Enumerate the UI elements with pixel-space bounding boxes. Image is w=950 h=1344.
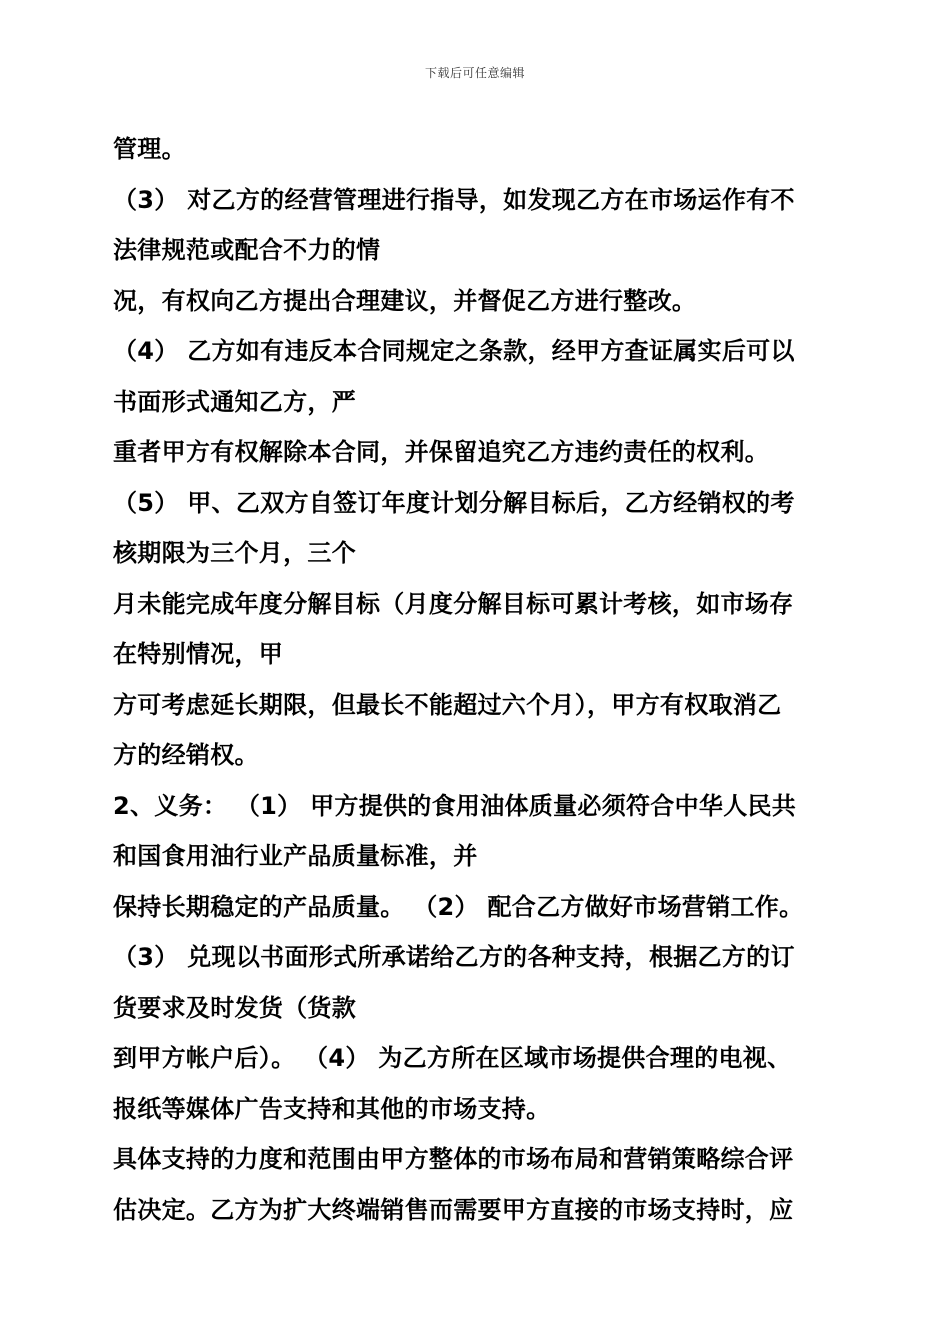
text-line: 况，有权向乙方提出合理建议，并督促乙方进行整改。 (113, 286, 697, 315)
text-line: 在特别情况，甲 (113, 640, 284, 668)
text-line: 法律规范或配合不力的情 (113, 236, 381, 264)
text-line: 到甲方帐户后）。 （4） 为乙方所在区域市场提供合理的电视、 (113, 1044, 792, 1072)
text-line: （3） 对乙方的经营管理进行指导，如发现乙方在市场运作有不 (113, 185, 795, 214)
text-line: 管理。 (113, 135, 186, 163)
document-body (113, 132, 843, 1243)
text-line: 货要求及时发货（货款 (113, 993, 356, 1022)
text-line: 月未能完成年度分解目标（月度分解目标可累计考核，如市场存 (113, 589, 794, 618)
text-line: 方的经销权。 (113, 741, 259, 769)
text-line: 书面形式通知乙方，严 (113, 387, 356, 416)
text-line: （4） 乙方如有违反本合同规定之条款，经甲方查证属实后可以 (113, 337, 795, 365)
text-line: 方可考虑延长期限，但最长不能超过六个月），甲方有权取消乙 (113, 690, 782, 719)
page-header-watermark: 下载后可任意编辑 (424, 66, 525, 80)
text-line: 具体支持的力度和范围由甲方整体的市场布局和营销策略综合评 (113, 1145, 794, 1173)
text-line: 估决定。乙方为扩大终端销售而需要甲方直接的市场支持时，应 (113, 1195, 794, 1224)
text-line: （5） 甲、乙双方自签订年度计划分解目标后，乙方经销权的考 (113, 488, 795, 517)
text-line: 重者甲方有权解除本合同，并保留追究乙方违约责任的权利。 (113, 438, 770, 466)
text-line: 保持长期稳定的产品质量。 （2） 配合乙方做好市场营销工作。 (113, 892, 804, 921)
text-line: 核期限为三个月，三个 (113, 539, 356, 567)
text-line: 2、义务： （1） 甲方提供的食用油体质量必须符合中华人民共 (113, 791, 797, 820)
text-line: 报纸等媒体广告支持和其他的市场支持。 (113, 1094, 551, 1123)
text-line: （3） 兑现以书面形式所承诺给乙方的各种支持，根据乙方的订 (113, 943, 795, 971)
text-line: 和国食用油行业产品质量标准，并 (113, 842, 478, 870)
